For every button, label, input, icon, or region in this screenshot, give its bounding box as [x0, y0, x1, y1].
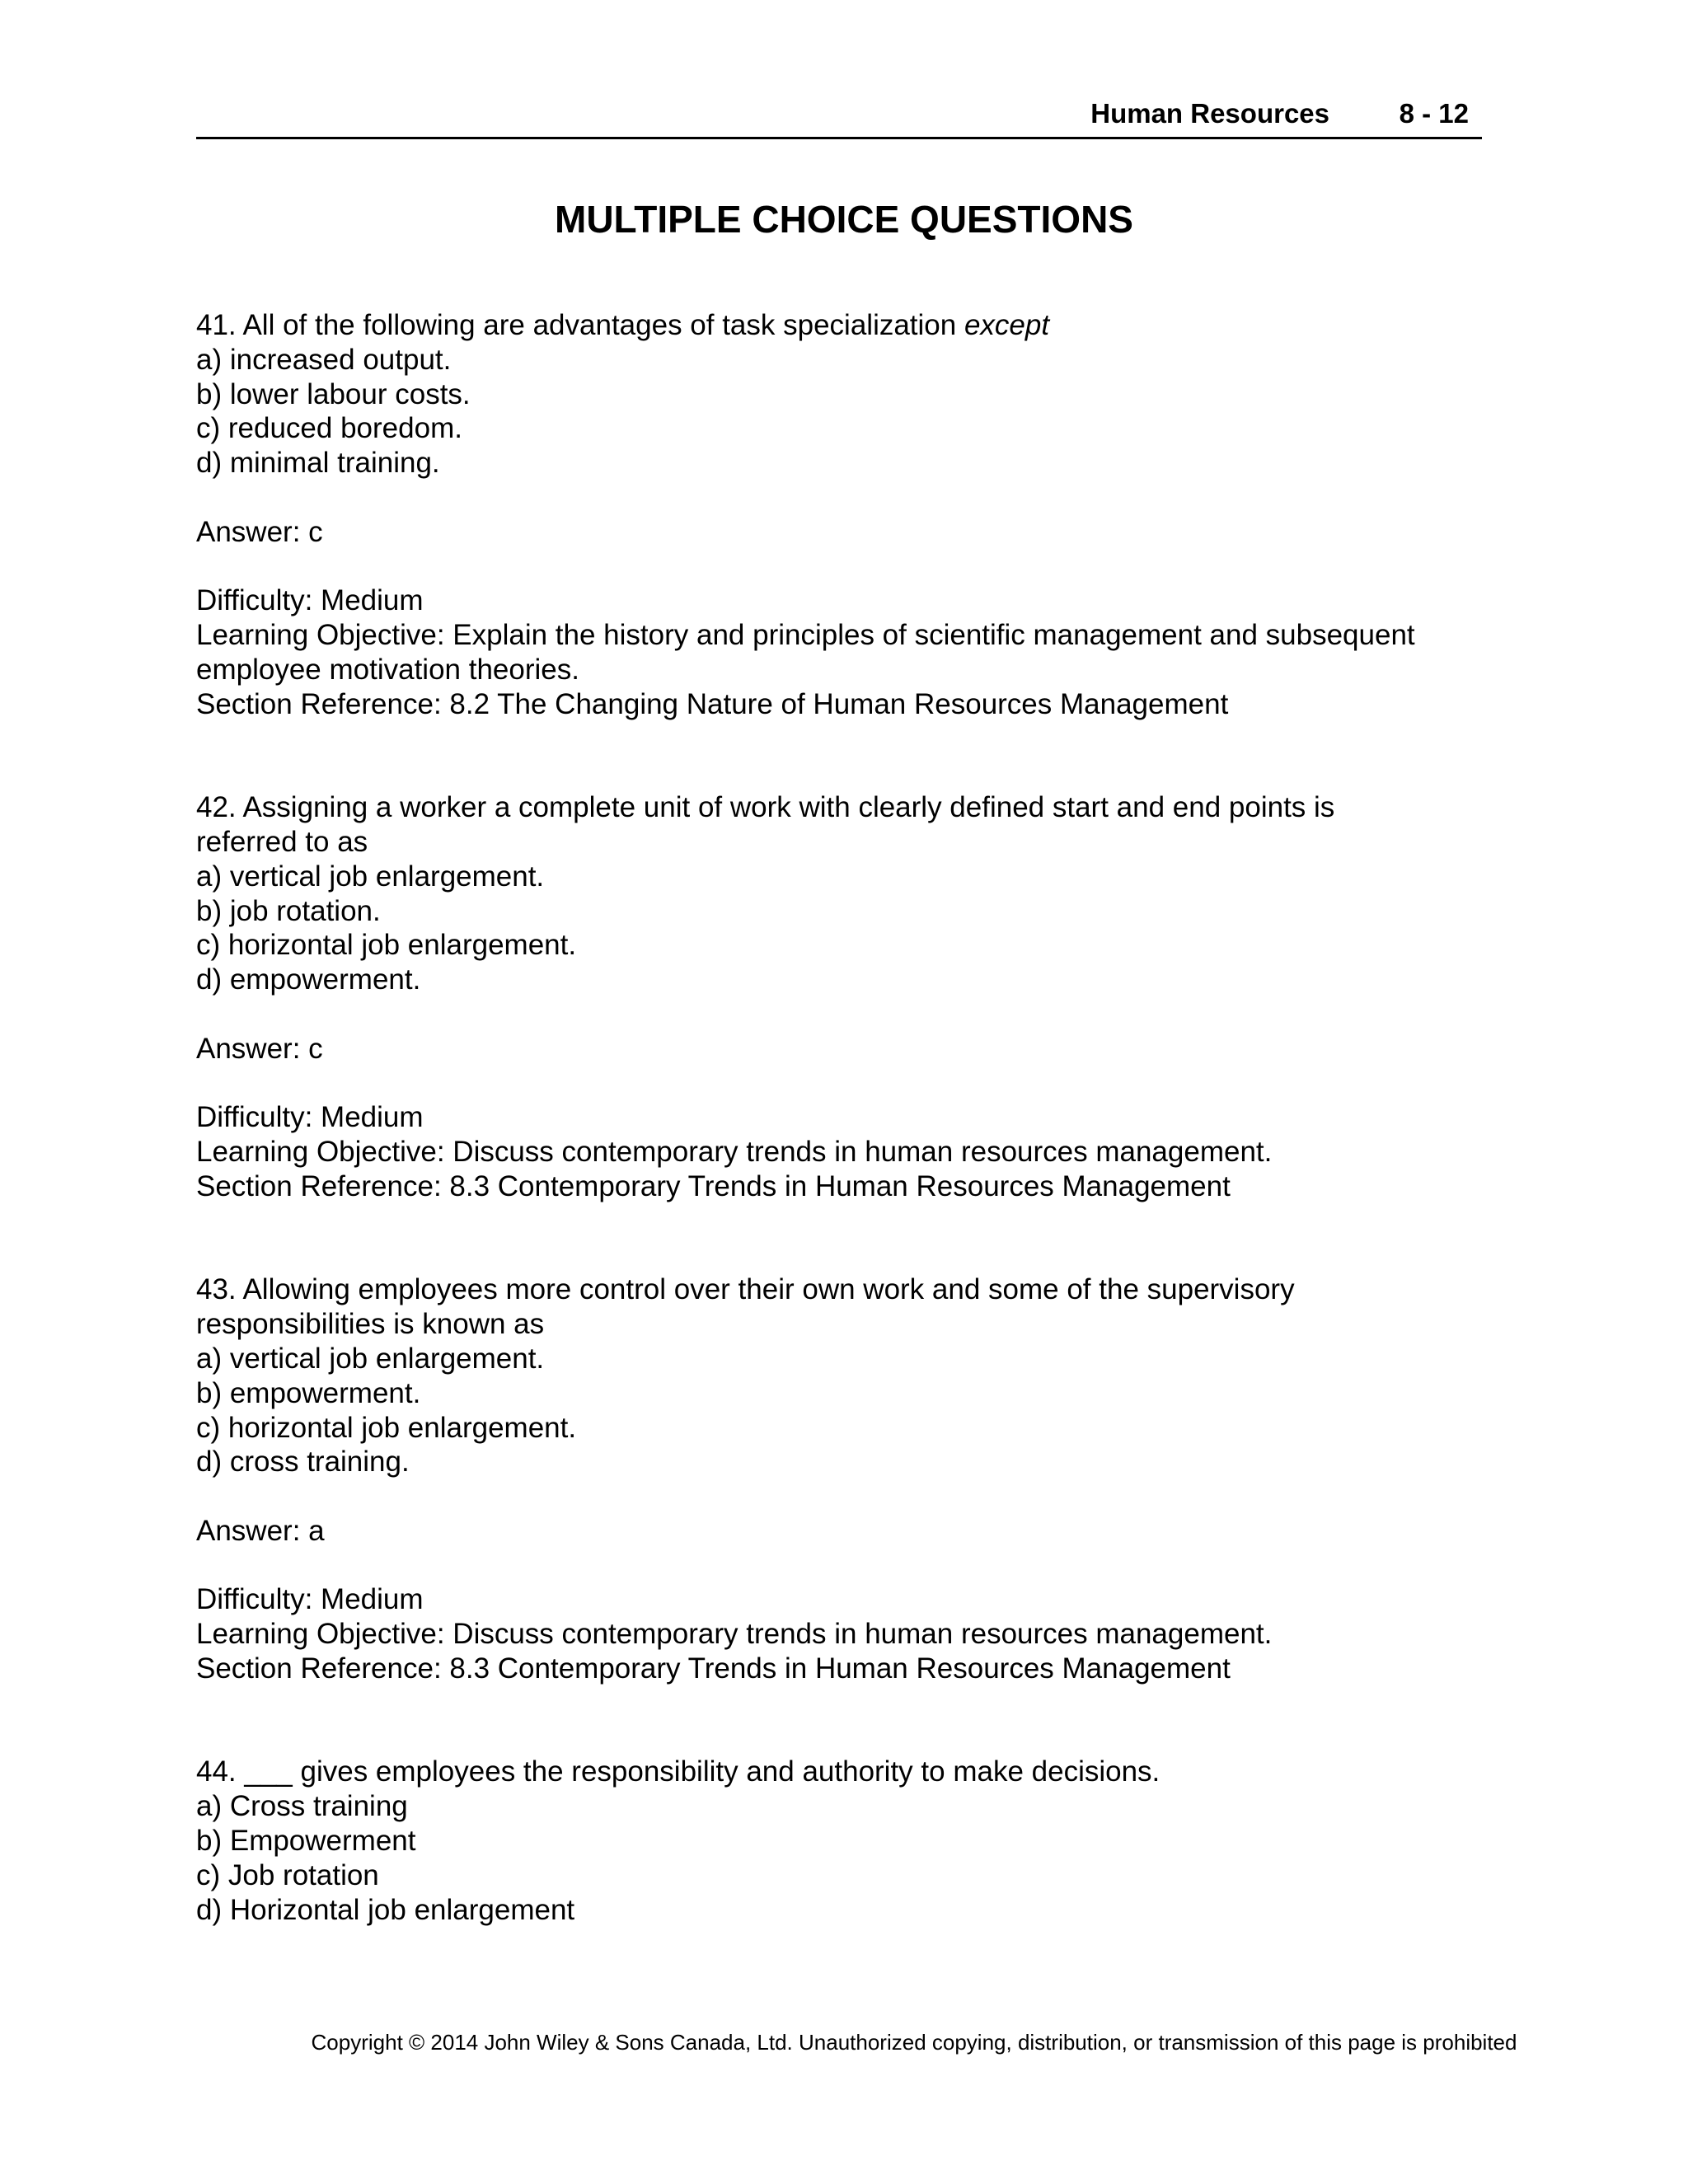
section-reference: Section Reference: 8.3 Contemporary Trends in Human Resources Management — [196, 1652, 1231, 1685]
question-stem: 42. Assigning a worker a complete unit of work with clearly defined start and end points is — [196, 791, 1335, 824]
question-stem-text: 41. All of the following are advantages of task specialization — [196, 309, 964, 341]
question-42 — [196, 790, 1498, 1204]
page-header — [196, 97, 1482, 139]
learning-objective: Learning Objective: Explain the history and principles of scientific management and subsequent — [196, 619, 1415, 652]
option-b: b) Empowerment — [196, 1825, 416, 1858]
option-b: b) job rotation. — [196, 894, 381, 927]
option-b: b) empowerment. — [196, 1376, 421, 1409]
option-c: c) horizontal job enlargement. — [196, 1411, 577, 1444]
option-b: b) lower labour costs. — [196, 377, 471, 410]
learning-objective: Learning Objective: Discuss contemporary trends in human resources management. — [196, 1618, 1273, 1651]
question-stem-continued: referred to as — [196, 825, 368, 858]
question-44 — [196, 1755, 1498, 1927]
section-reference: Section Reference: 8.3 Contemporary Trends in Human Resources Management — [196, 1169, 1231, 1202]
option-a: a) vertical job enlargement. — [196, 1342, 545, 1375]
header-page-number: 8 - 12 — [1399, 98, 1469, 129]
option-d: d) Horizontal job enlargement — [196, 1893, 575, 1926]
answer: Answer: a — [196, 1514, 325, 1547]
option-d: d) minimal training. — [196, 447, 440, 480]
option-a: a) vertical job enlargement. — [196, 860, 545, 893]
question-41 — [196, 308, 1498, 722]
option-d: d) cross training. — [196, 1446, 410, 1479]
question-stem-continued: responsibilities is known as — [196, 1308, 545, 1341]
option-c: c) reduced boredom. — [196, 412, 462, 445]
answer: Answer: c — [196, 515, 323, 548]
question-43 — [196, 1272, 1498, 1686]
option-d: d) empowerment. — [196, 963, 421, 996]
learning-objective-continued: employee motivation theories. — [196, 653, 579, 686]
question-stem-emphasis: except — [964, 309, 1050, 341]
difficulty: Difficulty: Medium — [196, 1101, 424, 1134]
learning-objective: Learning Objective: Discuss contemporary trends in human resources management. — [196, 1136, 1273, 1169]
section-reference: Section Reference: 8.2 The Changing Nature of Human Resources Management — [196, 687, 1229, 720]
question-stem: 43. Allowing employees more control over their own work and some of the supervisory — [196, 1273, 1295, 1306]
question-stem — [196, 308, 1498, 343]
question-stem: 44. ___ gives employees the responsibility and authority to make decisions. — [196, 1755, 1160, 1788]
option-a: a) increased output. — [196, 343, 452, 376]
difficulty: Difficulty: Medium — [196, 1583, 424, 1616]
option-a: a) Cross training — [196, 1790, 408, 1823]
copyright-footer: Copyright © 2014 John Wiley & Sons Canada, Ltd. Unauthorized copying, distribution, or transmission of this page is prohibited — [311, 2030, 1517, 2055]
page-title: MULTIPLE CHOICE QUESTIONS — [555, 198, 1133, 241]
option-c: c) horizontal job enlargement. — [196, 929, 577, 962]
option-c: c) Job rotation — [196, 1858, 379, 1891]
question-list — [196, 308, 1498, 1927]
difficulty: Difficulty: Medium — [196, 584, 424, 617]
answer: Answer: c — [196, 1032, 323, 1065]
header-title: Human Resources — [1090, 98, 1329, 129]
